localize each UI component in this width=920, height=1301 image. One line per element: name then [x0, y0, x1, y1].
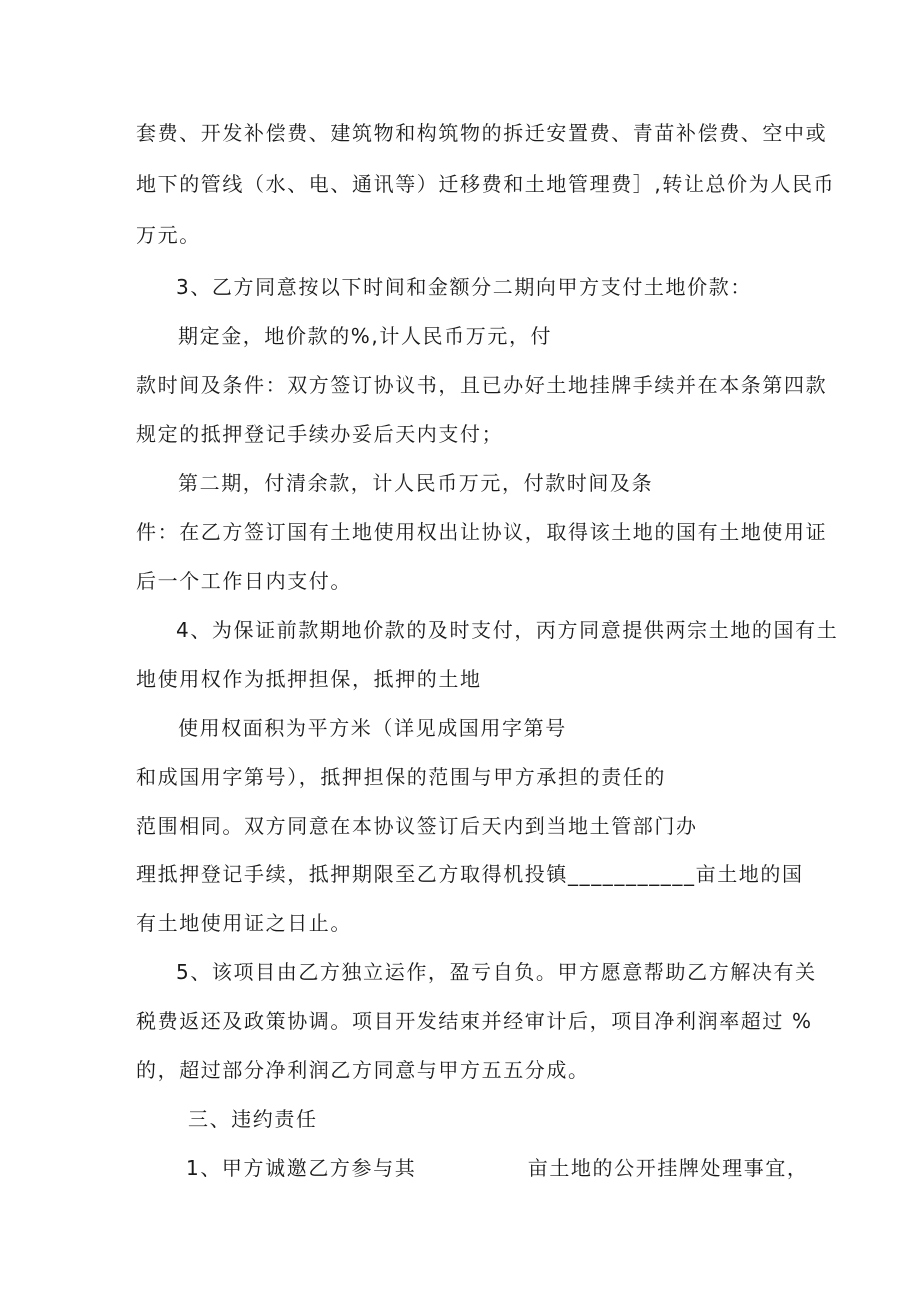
paragraph-line: 税费返还及政策协调。项目开发结束并经审计后，项目净利润率超过 % — [136, 1009, 813, 1033]
paragraph-line: 有土地使用证之日止。 — [136, 911, 352, 935]
paragraph-line: 4、为保证前款期地价款的及时支付，丙方同意提供两宗土地的国有土 — [176, 618, 839, 642]
paragraph-line: 地使用权作为抵押担保，抵押的土地 — [136, 667, 482, 691]
paragraph-line: 后一个工作日内支付。 — [136, 569, 352, 593]
paragraph-line: 第二期，付清余款，计人民币万元，付款时间及条 — [178, 471, 654, 495]
section-heading: 三、违约责任 — [188, 1107, 318, 1131]
paragraph-line: 套费、开发补偿费、建筑物和构筑物的拆迁安置费、青苗补偿费、空中或 — [136, 121, 828, 145]
paragraph-line: 件：在乙方签订国有土地使用权出让协议，取得该土地的国有土地使用证 — [136, 520, 828, 544]
paragraph-line: 理抵押登记手续，抵押期限至乙方取得机投镇___________亩土地的国 — [136, 862, 804, 886]
paragraph-line: 期定金，地价款的%,计人民币万元，付 — [178, 324, 553, 348]
paragraph-line: 地下的管线（水、电、通讯等）迁移费和土地管理费］,转让总价为人民币 — [136, 172, 836, 196]
paragraph-line: 款时间及条件：双方签订协议书，且已办好土地挂牌手续并在本条第四款 — [136, 373, 828, 397]
paragraph-line: 5、该项目由乙方独立运作，盈亏自负。甲方愿意帮助乙方解决有关 — [176, 960, 817, 984]
paragraph-line: 使用权面积为平方米（详见成国用字第号 — [178, 716, 567, 740]
paragraph-line: 3、乙方同意按以下时间和金额分二期向甲方支付土地价款： — [176, 275, 752, 299]
paragraph-line: 的，超过部分净利润乙方同意与甲方五五分成。 — [136, 1058, 590, 1082]
paragraph-line: 规定的抵押登记手续办妥后天内支付； — [136, 422, 504, 446]
paragraph-line: 1、甲方诚邀乙方参与其 亩土地的公开挂牌处理事宜， — [186, 1156, 809, 1180]
paragraph-line: 万元。 — [136, 223, 201, 247]
paragraph-line: 和成国用字第号），抵押担保的范围与甲方承担的责任的 — [136, 765, 666, 789]
paragraph-line: 范围相同。双方同意在本协议签订后天内到当地土管部门办 — [136, 814, 698, 838]
